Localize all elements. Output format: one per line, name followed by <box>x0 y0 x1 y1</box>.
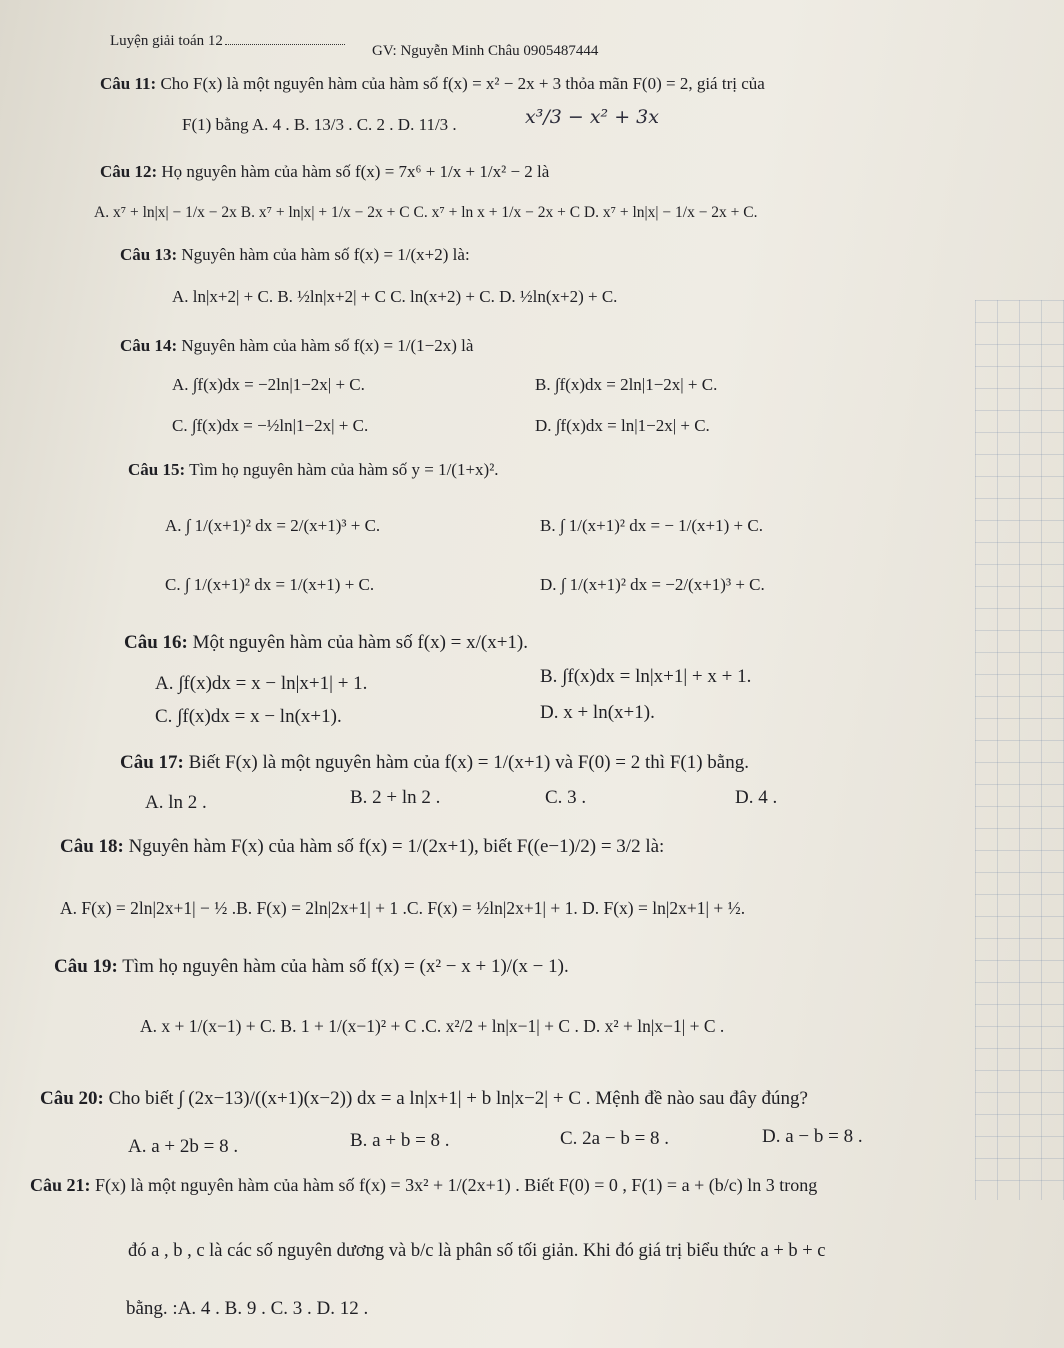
q17-answer-d: D. 4 . <box>735 787 778 808</box>
q13-answers: A. ln|x+2| + C. B. ½ln|x+2| + C C. ln(x+2) + C. D. ½ln(x+2) + C. <box>172 287 618 306</box>
graph-paper-edge <box>975 300 1064 1200</box>
q15-line-1: Câu 15: Tìm họ nguyên hàm của hàm số y = 1/(1+x)². <box>128 460 499 479</box>
q20-line-1: Câu 20: Cho biết ∫ (2x−13)/((x+1)(x−2)) dx = a ln|x+1| + b ln|x−2| + C . Mệnh đề nào sau đây đúng? <box>40 1088 808 1109</box>
q21-line-1: Câu 21: F(x) là một nguyên hàm của hàm số f(x) = 3x² + 1/(2x+1) . Biết F(0) = 0 , F(1) = a + (b/c) ln 3 trong <box>30 1175 818 1195</box>
q13-line-1: Câu 13: Nguyên hàm của hàm số f(x) = 1/(x+2) là: <box>120 245 470 264</box>
q18-line-1: Câu 18: Nguyên hàm F(x) của hàm số f(x) = 1/(2x+1), biết F((e−1)/2) = 3/2 là: <box>60 836 665 857</box>
q14-answer-a: A. ∫f(x)dx = −2ln|1−2x| + C. <box>172 375 365 394</box>
q20-answer-a: A. a + 2b = 8 . <box>128 1136 239 1157</box>
q21-line-2: đó a , b , c là các số nguyên dương và b/c là phân số tối giản. Khi đó giá trị biểu thức a + b + c <box>128 1241 826 1261</box>
q17-answer-a: A. ln 2 . <box>145 792 207 813</box>
q16-answer-b: B. ∫f(x)dx = ln|x+1| + x + 1. <box>540 666 752 687</box>
q20-answer-b: B. a + b = 8 . <box>350 1130 450 1151</box>
q21-line-3: bằng. :A. 4 . B. 9 . C. 3 . D. 12 . <box>126 1298 369 1319</box>
q17-line-1: Câu 17: Biết F(x) là một nguyên hàm của f(x) = 1/(x+1) và F(0) = 2 thì F(1) bằng. <box>120 752 749 773</box>
q14-answer-b: B. ∫f(x)dx = 2ln|1−2x| + C. <box>535 375 718 394</box>
q19-answers: A. x + 1/(x−1) + C. B. 1 + 1/(x−1)² + C .C. x²/2 + ln|x−1| + C . D. x² + ln|x−1| + C . <box>140 1016 725 1036</box>
q14-line-1: Câu 14: Nguyên hàm của hàm số f(x) = 1/(1−2x) là <box>120 336 474 355</box>
q15-answer-a: A. ∫ 1/(x+1)² dx = 2/(x+1)³ + C. <box>165 516 381 535</box>
header-course: Luyện giải toán 12 <box>110 32 345 50</box>
handwritten-note: x³/3 − x² + 3x <box>525 106 659 128</box>
q15-answer-c: C. ∫ 1/(x+1)² dx = 1/(x+1) + C. <box>165 575 375 594</box>
q17-answer-c: C. 3 . <box>545 787 587 808</box>
q15-answer-d: D. ∫ 1/(x+1)² dx = −2/(x+1)³ + C. <box>540 575 765 594</box>
q12-line-1: Câu 12: Họ nguyên hàm của hàm số f(x) = 7x⁶ + 1/x + 1/x² − 2 là <box>100 162 550 181</box>
q14-answer-c: C. ∫f(x)dx = −½ln|1−2x| + C. <box>172 416 369 435</box>
q11-line-2: F(1) bằng A. 4 . B. 13/3 . C. 2 . D. 11/3 . <box>182 115 457 134</box>
q11-line-1: Câu 11: Cho F(x) là một nguyên hàm của hàm số f(x) = x² − 2x + 3 thỏa mãn F(0) = 2, giá trị của <box>100 74 765 93</box>
q14-answer-d: D. ∫f(x)dx = ln|1−2x| + C. <box>535 416 710 435</box>
q16-answer-a: A. ∫f(x)dx = x − ln|x+1| + 1. <box>155 673 368 694</box>
q15-answer-b: B. ∫ 1/(x+1)² dx = − 1/(x+1) + C. <box>540 516 763 535</box>
q17-answer-b: B. 2 + ln 2 . <box>350 787 441 808</box>
q19-line-1: Câu 19: Tìm họ nguyên hàm của hàm số f(x) = (x² − x + 1)/(x − 1). <box>54 956 569 977</box>
q16-line-1: Câu 16: Một nguyên hàm của hàm số f(x) = x/(x+1). <box>124 632 529 653</box>
q12-answers: A. x⁷ + ln|x| − 1/x − 2x B. x⁷ + ln|x| + 1/x − 2x + C C. x⁷ + ln x + 1/x − 2x + C D. x⁷ + ln|x| − 1/x − 2x + C. <box>94 204 758 221</box>
q18-answers: A. F(x) = 2ln|2x+1| − ½ .B. F(x) = 2ln|2x+1| + 1 .C. F(x) = ½ln|2x+1| + 1. D. F(x) = ln|2x+1| + ½. <box>60 898 746 918</box>
q20-answer-d: D. a − b = 8 . <box>762 1126 863 1147</box>
q16-answer-c: C. ∫f(x)dx = x − ln(x+1). <box>155 706 342 727</box>
q20-answer-c: C. 2a − b = 8 . <box>560 1128 670 1149</box>
q16-answer-d: D. x + ln(x+1). <box>540 702 655 723</box>
header-teacher: GV: Nguyễn Minh Châu 0905487444 <box>372 43 599 59</box>
